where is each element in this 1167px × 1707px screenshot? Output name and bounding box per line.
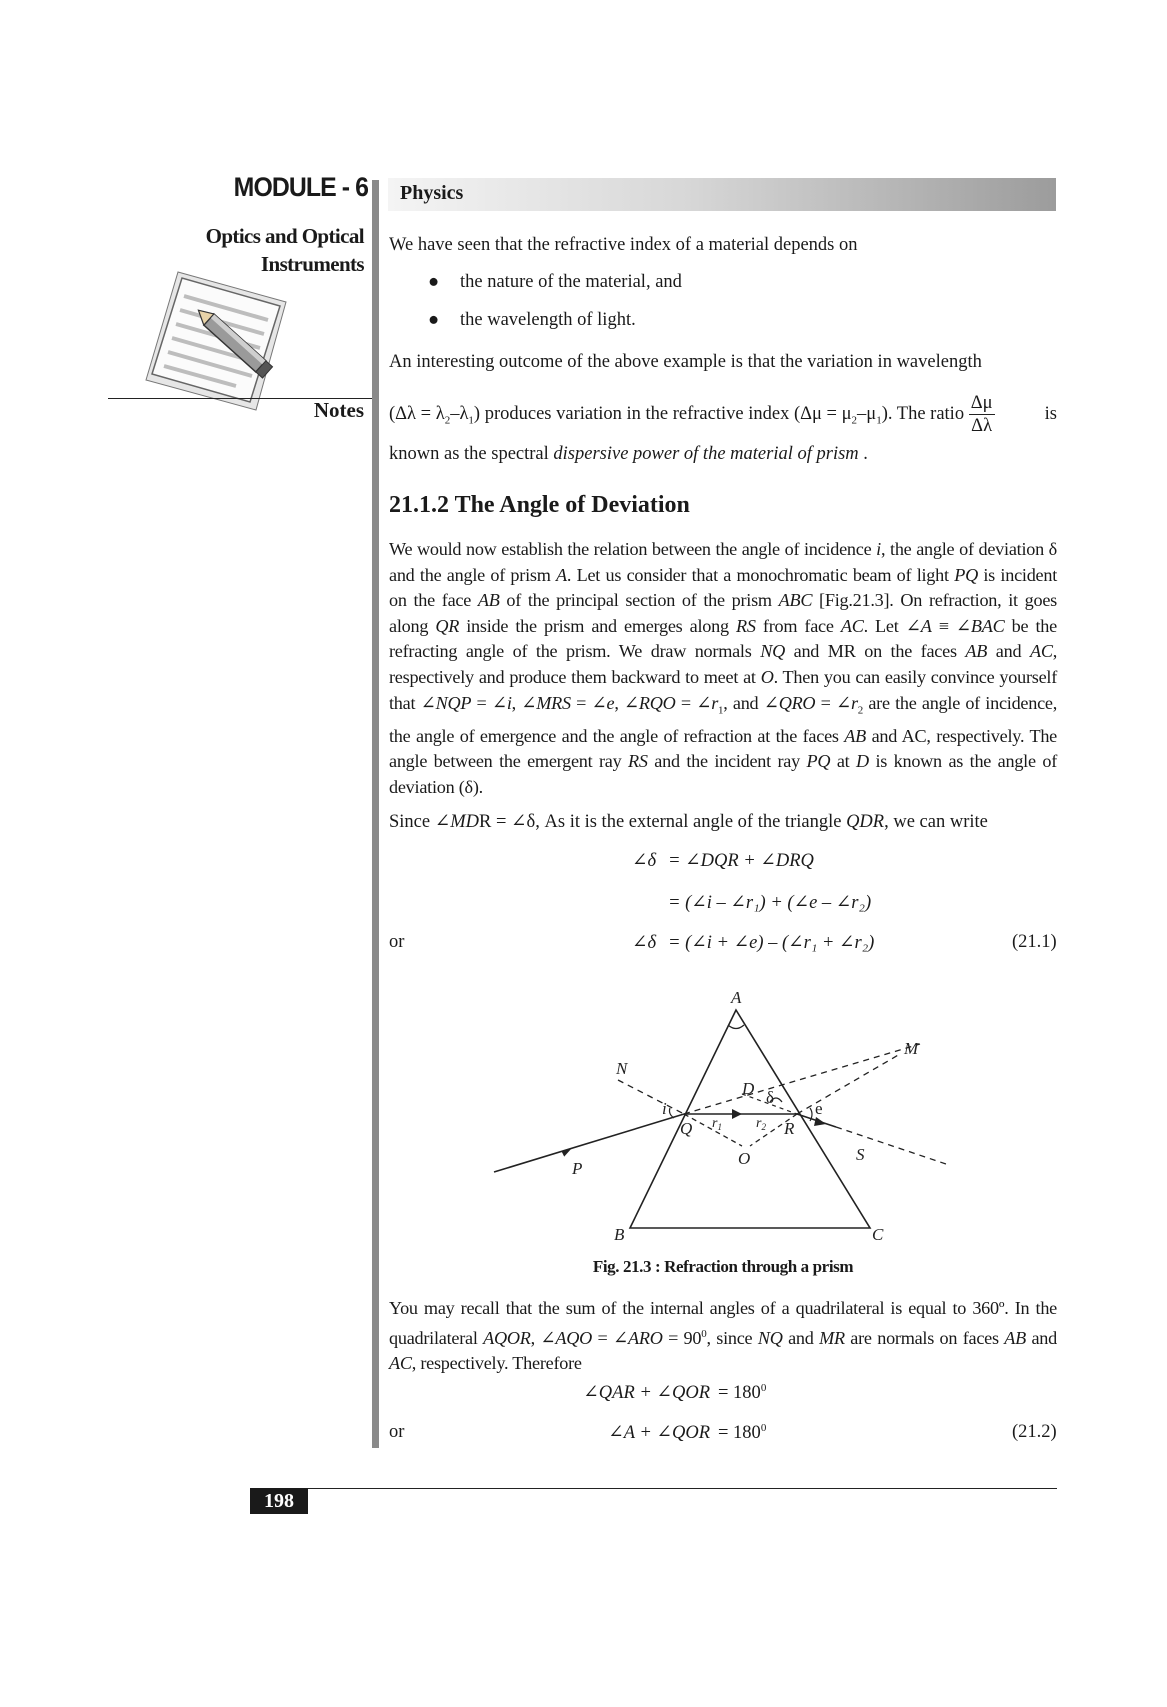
normal-nq <box>618 1080 684 1114</box>
para2-line3-a: known as the spectral <box>389 444 554 464</box>
since-b: MD <box>450 812 480 832</box>
label-r1-main: r <box>712 1116 718 1131</box>
since-line <box>389 810 1057 836</box>
since-c: R = ∠δ, As it is the external angle of the triangle <box>479 812 847 832</box>
label-q: Q <box>680 1119 693 1138</box>
para2-part: ). The ratio <box>881 404 965 424</box>
incident-arrow <box>561 1148 573 1157</box>
normal-mr <box>797 1054 900 1114</box>
emergent-arrow <box>814 1117 826 1126</box>
label-r2 <box>756 1116 766 1132</box>
module-label: MODULE - 6 <box>233 172 368 202</box>
margin-vertical-bar <box>372 180 379 1448</box>
label-o: O <box>738 1149 751 1168</box>
eq3-or: or <box>389 932 405 952</box>
label-r1-sub: 1 <box>717 1122 722 1132</box>
notes-label: Notes <box>313 398 364 422</box>
footer-divider <box>250 1488 1057 1489</box>
label-r2-sub: 2 <box>761 1122 766 1132</box>
ratio-denominator: Δλ <box>971 416 993 437</box>
eq1-lhs: ∠δ <box>632 851 657 871</box>
label-b: B <box>614 1225 625 1240</box>
since-a: Since ∠ <box>389 812 451 832</box>
subject-title: Physics <box>400 182 464 204</box>
ratio-numerator: Δμ <box>970 393 993 414</box>
para2-line1: An interesting outcome of the above example is that the variation in wavelength <box>389 352 982 372</box>
bullet-dot-2: ● <box>428 310 440 330</box>
eq2-rhs: = (∠i – ∠r₁) + (∠e – ∠r₂) <box>668 893 872 913</box>
eq4-rhs <box>718 1382 766 1404</box>
angle-a-arc <box>728 1025 744 1029</box>
refracted-arrow <box>732 1109 742 1119</box>
notes-pencil-icon <box>138 262 288 412</box>
eq5-rhs <box>718 1422 766 1444</box>
emergent-extension <box>836 1127 946 1164</box>
label-c: C <box>872 1225 884 1240</box>
para2-part: (Δλ = λ <box>389 404 445 424</box>
margin-section-line2: Instruments <box>260 252 364 276</box>
page-number: 198 <box>250 1488 308 1514</box>
since-d: QDR <box>846 812 885 832</box>
para2-line3-c: . <box>858 444 868 464</box>
label-r1 <box>712 1116 722 1132</box>
eq4-rhs-text: = 180 <box>718 1383 761 1404</box>
since-e: , we can write <box>884 812 988 832</box>
para2-line3-emph: dispersive power of the material of prism <box>553 444 859 464</box>
label-a: A <box>731 990 742 1007</box>
eq4-sup: 0 <box>760 1382 767 1394</box>
eq4-lhs: ∠QAR + ∠QOR <box>583 1383 710 1403</box>
bullet-1: the nature of the material, and <box>460 272 682 292</box>
para2-line2: $(\Delta\lambda = \lambda_2-\lambda_1)$ produces variation in the refractive index $(\Delta\mu = \mu_2-\mu_1)$. The ratio $\frac{\Delta\mu}{\Delta\lambda}$ is <box>389 388 1057 447</box>
eq5-rhs-text: = 180 <box>718 1423 761 1444</box>
eq5-number: (21.2) <box>1012 1422 1057 1442</box>
para2-line3 <box>389 442 1057 468</box>
para2-is: is <box>1044 404 1057 424</box>
label-r: R <box>784 1119 795 1138</box>
eq3-number: (21.1) <box>1012 932 1057 952</box>
para2-part: ) produces variation in the refractive index (Δμ = μ <box>473 404 852 424</box>
bullet-dot-1: ● <box>428 272 440 292</box>
bullet-2: the wavelength of light. <box>460 310 636 330</box>
para2-part: –μ <box>857 404 877 424</box>
label-p: P <box>572 1159 583 1178</box>
section-title: 21.1.2 The Angle of Deviation <box>389 492 690 518</box>
eq3-lhs: ∠δ <box>632 933 657 953</box>
margin-section-line1: Optics and Optical <box>205 224 364 248</box>
quadrilateral-paragraph: You may recall that the sum of the internal angles of a quadrilateral is equal to 360º. In the quadrilateral AQOR, ∠AQO = ∠ARO = $90^0$, since NQ and MR are normals on faces AB and AC, respectively. Therefore <box>389 1298 1057 1374</box>
label-i: i <box>662 1099 667 1118</box>
eq1-rhs: = ∠DQR + ∠DRQ <box>668 851 814 871</box>
label-s: S <box>856 1145 865 1164</box>
label-delta: δ <box>766 1088 775 1107</box>
eq5-or: or <box>389 1422 405 1442</box>
intro-text: We have seen that the refractive index of a material depends on <box>389 235 858 255</box>
eq3-rhs: = (∠i + ∠e) – (∠r₁ + ∠r₂) <box>668 933 875 953</box>
label-m: M <box>904 1039 919 1058</box>
label-e: e <box>815 1099 823 1118</box>
label-n: N <box>616 1059 628 1078</box>
incident-extension <box>684 1044 920 1114</box>
incident-ray <box>494 1114 684 1172</box>
figure-caption: Fig. 21.3 : Refraction through a prism <box>592 1257 854 1276</box>
eq5-lhs: ∠A + ∠QOR <box>608 1423 710 1443</box>
label-d: D <box>742 1079 755 1098</box>
para2-part: –λ <box>450 404 469 424</box>
deviation-paragraph: We would now establish the relation between the angle of incidence i, the angle of deviation δ and the angle of prism A. Let us consider that a monochromatic beam of light PQ is incident on the face AB of the principal section of the prism ABC [Fig.21.3]. On refraction, it goes along QR inside the prism and emerges along RS from face AC. Let ∠A ≡ ∠BAC be the refracting angle of the prism. We draw normals NQ and MR on the faces AB and AC, respectively and produce them backward to meet at O. Then you can easily convince yourself that ∠NQP = ∠i, ∠MRS = ∠e, ∠RQO = $\angle r_1$, and ∠QRO = $\angle r_2$ are the angle of incidence, the angle of emergence and the angle of refraction at the faces AB and AC, respectively. The angle between the emergent ray RS and the incident ray PQ at D is known as the angle of deviation (δ). <box>389 539 1058 797</box>
eq5-sup: 0 <box>760 1422 767 1434</box>
label-r2-main: r <box>756 1116 762 1131</box>
subject-header <box>388 178 1056 211</box>
ratio-fraction <box>969 392 995 437</box>
prism-diagram <box>480 990 960 1240</box>
